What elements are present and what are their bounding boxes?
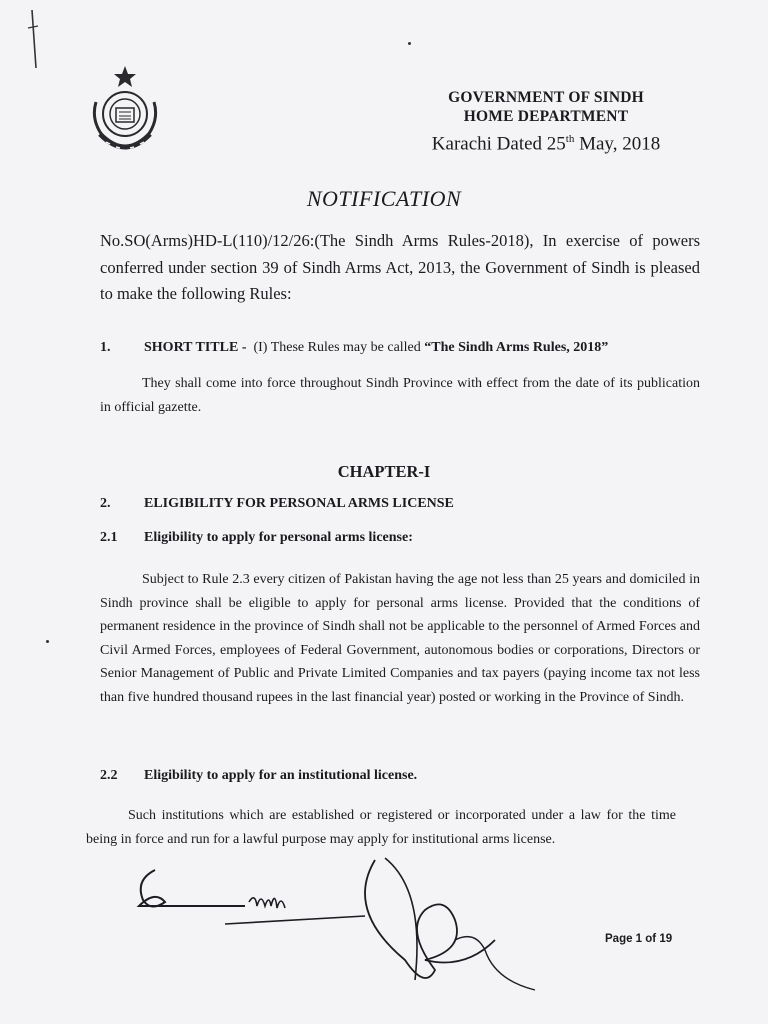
scan-speck <box>46 640 49 643</box>
section-heading: SHORT TITLE - (I) These Rules may be called “The Sindh Arms Rules, 2018” <box>144 340 609 355</box>
government-name: GOVERNMENT OF SINDH <box>448 89 644 106</box>
section-text: (I) These Rules may be called <box>253 340 421 355</box>
page-title: NOTIFICATION <box>306 186 462 211</box>
section-number: 2. <box>100 496 111 511</box>
intro-paragraph: No.SO(Arms)HD-L(110)/12/26:(The Sindh Arms Rules-2018), In exercise of powers conferred under section 39 of Sindh Arms Act, 2013, the Government of Sindh is pleased to make the following Rules: <box>100 231 700 303</box>
section-number: 2.2 <box>100 768 118 783</box>
issuer-header <box>396 88 696 156</box>
document-date: Karachi Dated 25th May, 2018 <box>431 133 661 155</box>
section-heading: ELIGIBILITY FOR PERSONAL ARMS LICENSE <box>144 496 454 511</box>
chapter-heading: CHAPTER-I <box>337 462 431 481</box>
section-heading: Eligibility to apply for an institutional license. <box>144 768 418 783</box>
scan-speck <box>408 42 411 45</box>
section-number: 2.1 <box>100 530 118 545</box>
section-heading: Eligibility to apply for personal arms license: <box>144 530 413 545</box>
department-name: HOME DEPARTMENT <box>463 108 629 125</box>
section-1-body: They shall come into force throughout Sindh Province with effect from the date of its publication in official gazette. <box>100 376 700 415</box>
page-number: Page 1 of 19 <box>605 933 673 945</box>
signature-icon <box>125 850 545 1000</box>
section-2-1-body: Subject to Rule 2.3 every citizen of Pakistan having the age not less than 25 years and domiciled in Sindh province shall be eligible to apply for personal arms license. Provided that the conditions of permanent residence in the province of Sindh shall not be applicable to the personnel of Armed Forces and Civil Armed Forces, employees of Federal Government, autonomous bodies or corporations, Directors or Senior Management of Public and Private Limited Companies and tax payers (paying income tax not less than five hundred thousand rupees in the last financial year) posted or working in the Province of Sindh. <box>100 572 700 705</box>
section-number: 1. <box>100 340 111 355</box>
section-2-2-body: Such institutions which are established or registered or incorporated under a law for the time being in force and run for a lawful purpose may apply for institutional arms license. <box>86 808 676 847</box>
page-corner-mark-icon <box>22 8 52 78</box>
rules-name: “The Sindh Arms Rules, 2018” <box>424 340 609 355</box>
government-seal-icon <box>86 64 164 160</box>
